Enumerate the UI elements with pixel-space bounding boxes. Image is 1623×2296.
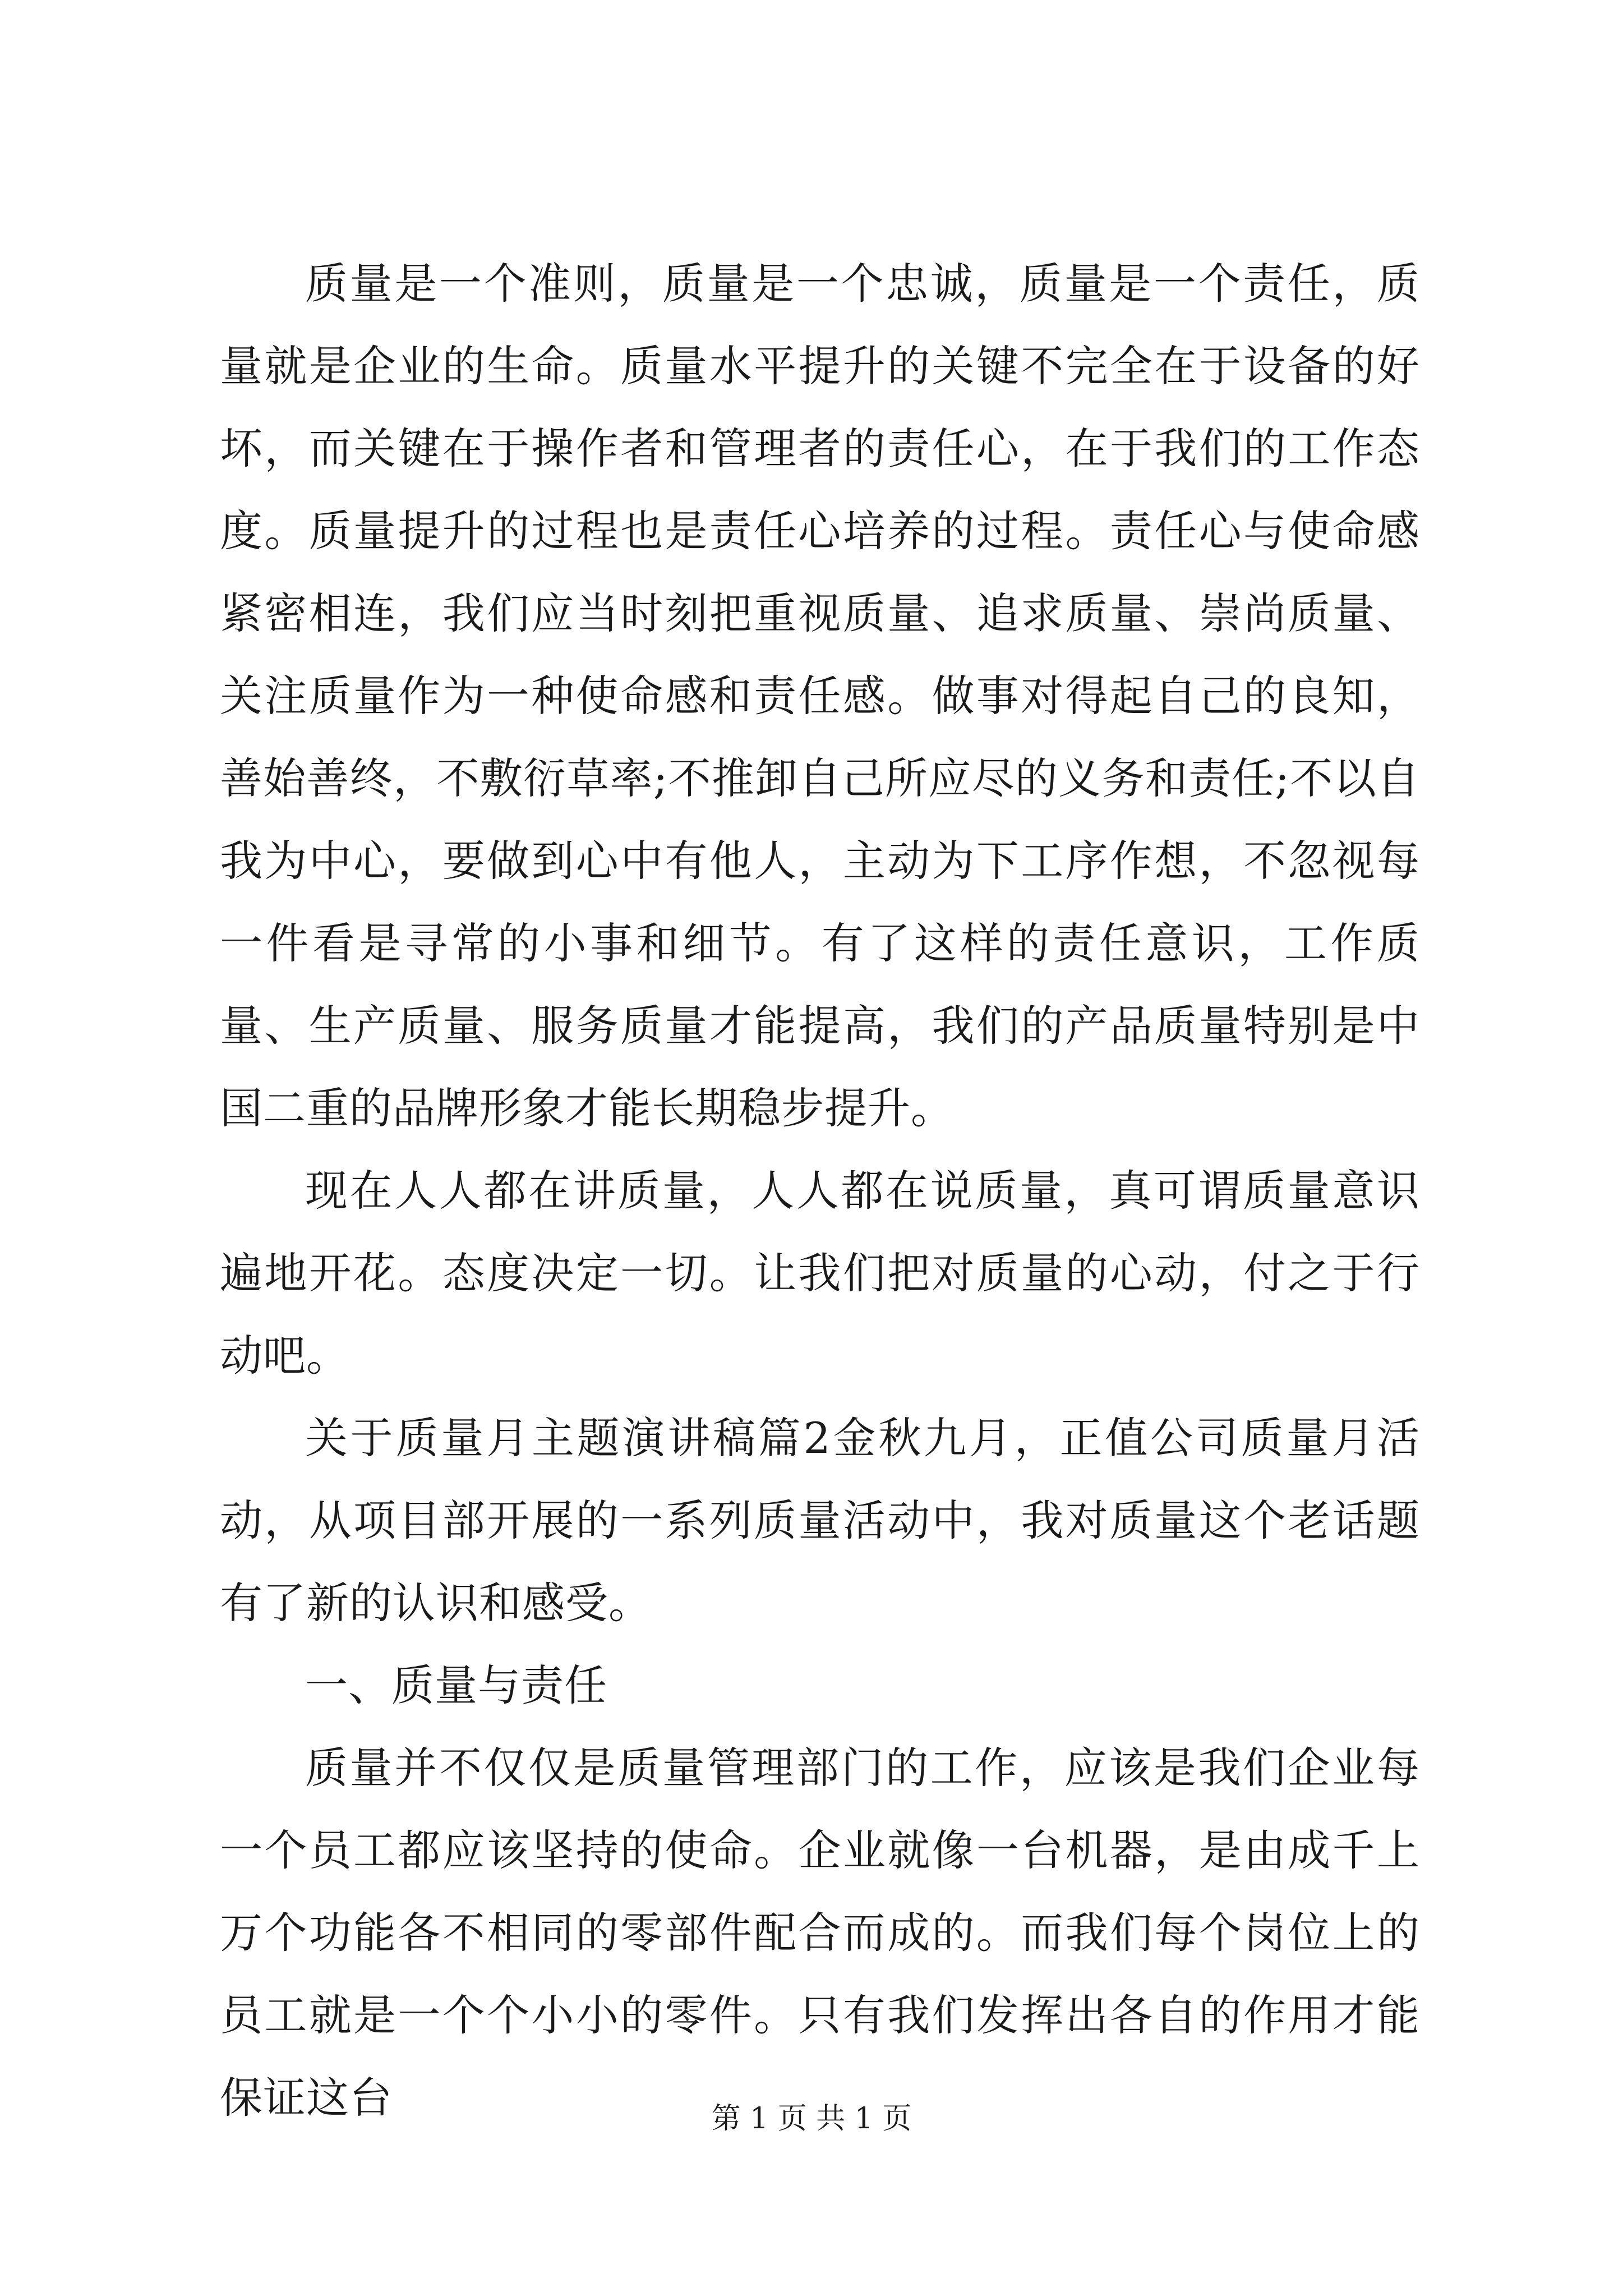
document-body <box>220 242 1420 2139</box>
page-footer: 第 1 页 共 1 页 <box>711 2102 912 2136</box>
paragraph-speech-intro: 关于质量月主题演讲稿篇2金秋九月，正值公司质量月活动，从项目部开展的一系列质量活动中，我对质量这个老话题有了新的认识和感受。 <box>220 1413 1420 1628</box>
paragraph-quality-responsibility: 质量是一个准则，质量是一个忠诚，质量是一个责任，质量就是企业的生命。质量水平提升的关键不完全在于设备的好坏，而关键在于操作者和管理者的责任心，在于我们的工作态度。质量提升的过程也是责任心培养的过程。责任心与使命感紧密相连，我们应当时刻把重视质量、追求质量、崇尚质量、关注质量作为一种使命感和责任感。做事对得起自己的良知，善始善终，不敷衍草率;不推卸自己所应尽的义务和责任;不以自我为中心，要做到心中有他人，主动为下工序作想，不忽视每一件看是寻常的小事和细节。有了这样的责任意识，工作质量、生产质量、服务质量才能提高，我们的产品质量特别是中国二重的品牌形象才能长期稳步提升。 <box>220 259 1420 1133</box>
section-heading: 一、质量与责任 <box>305 1660 607 1710</box>
paragraph-quality-awareness: 现在人人都在讲质量，人人都在说质量，真可谓质量意识遍地开花。态度决定一切。让我们把对质量的心动，付之于行动吧。 <box>220 1166 1420 1381</box>
paragraph-employee-role: 质量并不仅仅是质量管理部门的工作，应该是我们企业每一个员工都应该坚持的使命。企业就像一台机器，是由成千上万个功能各不相同的零部件配合而成的。而我们每个岗位上的员工就是一个个小小的零件。只有我们发挥出各自的作用才能保证这台 <box>220 1743 1420 2123</box>
